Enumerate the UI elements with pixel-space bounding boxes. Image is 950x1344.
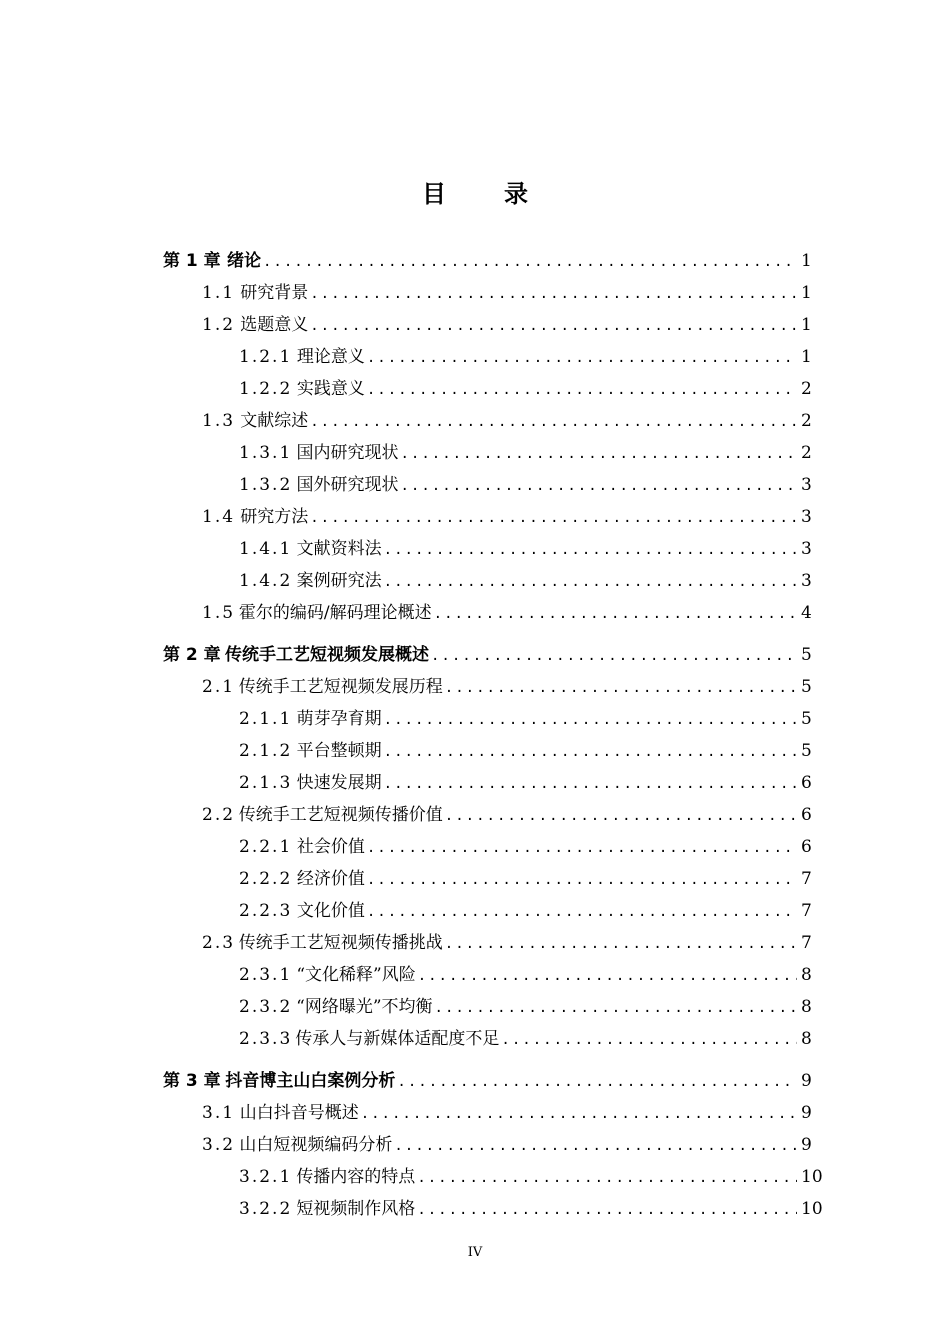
toc-entry-label: 选题意义 — [240, 315, 309, 335]
toc-entry[interactable] — [163, 703, 811, 735]
toc-dot-leader — [400, 470, 797, 502]
toc-dot-leader — [367, 374, 797, 406]
toc-dot-leader — [417, 1194, 797, 1226]
toc-entry[interactable] — [163, 799, 811, 831]
toc-entry-number: 2.1.1 — [239, 709, 293, 729]
toc-entry[interactable] — [163, 469, 811, 501]
toc-entry-number: 1.2.1 — [239, 347, 293, 367]
toc-dot-leader — [418, 960, 797, 992]
toc-entry[interactable] — [163, 1193, 823, 1225]
toc-entry-label: 山白短视频编码分析 — [239, 1135, 393, 1155]
toc-entry[interactable] — [163, 309, 811, 341]
toc-entry-label: “网络曝光”不均衡 — [296, 997, 433, 1017]
toc-entry-page: 9 — [801, 1135, 812, 1155]
toc-dot-leader — [310, 406, 797, 438]
toc-entry[interactable] — [163, 1023, 811, 1055]
toc-entry-page: 6 — [801, 837, 812, 857]
toc-entry-number: 1.2 — [202, 315, 236, 335]
toc-entry[interactable] — [163, 405, 811, 437]
toc-entry-label: 山白抖音号概述 — [239, 1103, 359, 1123]
toc-entry-label: 实践意义 — [296, 379, 365, 399]
toc-dot-leader — [501, 1024, 797, 1056]
toc-entry-label: 研究背景 — [240, 283, 309, 303]
toc-entry-number: 1.5 — [202, 603, 236, 623]
toc-entry-page: 3 — [801, 539, 812, 559]
toc-entry-page: 3 — [801, 475, 812, 495]
toc-dot-leader — [384, 768, 797, 800]
toc-entry-page: 10 — [801, 1199, 823, 1219]
toc-entry-number: 2.1.2 — [239, 741, 293, 761]
page-title-part-2: 录 — [504, 180, 528, 208]
toc-dot-leader — [367, 832, 797, 864]
toc-entry-number: 2.1 — [202, 677, 236, 697]
toc-entry-number: 3.2 — [202, 1135, 236, 1155]
toc-entry-page: 9 — [801, 1103, 812, 1123]
toc-entry[interactable] — [163, 831, 811, 863]
toc-entry-page: 2 — [801, 443, 812, 463]
toc-entry-label: 研究方法 — [240, 507, 309, 527]
toc-dot-leader — [435, 992, 797, 1024]
toc-entry[interactable] — [163, 1161, 823, 1193]
toc-entry-page: 5 — [801, 741, 812, 761]
toc-entry-number: 1.4 — [202, 507, 236, 527]
page-title-part-1: 目 — [422, 180, 446, 208]
toc-entry[interactable] — [163, 671, 811, 703]
toc-entry-number: 1.3 — [202, 411, 236, 431]
toc-dot-leader — [445, 672, 797, 704]
toc-entry[interactable] — [163, 533, 811, 565]
toc-entry[interactable] — [163, 863, 811, 895]
toc-entry-page: 6 — [801, 773, 812, 793]
toc-entry-number: 2.2.1 — [239, 837, 293, 857]
toc-entry-label: 霍尔的编码/解码理论概述 — [238, 603, 432, 623]
toc-entry-number: 2.2.2 — [239, 869, 293, 889]
toc-entry[interactable] — [163, 277, 811, 309]
toc-entry-number: 2.1.3 — [239, 773, 293, 793]
toc-entry-label: 经济价值 — [296, 869, 365, 889]
toc-entry-label: 社会价值 — [296, 837, 365, 857]
toc-entry[interactable] — [163, 927, 811, 959]
toc-entry-label: 案例研究法 — [296, 571, 382, 591]
toc-entry-number: 2.3 — [202, 933, 236, 953]
toc-entry[interactable] — [163, 245, 811, 277]
toc-dot-leader — [310, 502, 797, 534]
toc-entry-page: 1 — [801, 315, 812, 335]
toc-entry-number: 第 1 章 — [163, 251, 221, 271]
toc-entry-label: 平台整顿期 — [296, 741, 382, 761]
toc-entry-label: 传统手工艺短视频传播挑战 — [238, 933, 443, 953]
toc-dot-leader — [310, 278, 797, 310]
toc-entry-page: 1 — [801, 283, 812, 303]
toc-entry-page: 1 — [801, 251, 812, 271]
toc-entry-number: 3.2.1 — [239, 1167, 293, 1187]
toc-entry-label: 传统手工艺短视频传播价值 — [238, 805, 443, 825]
table-of-contents — [163, 245, 823, 1225]
toc-dot-leader — [417, 1162, 797, 1194]
toc-entry[interactable] — [163, 895, 811, 927]
toc-entry-number: 3.1 — [202, 1103, 236, 1123]
toc-dot-leader — [384, 736, 797, 768]
toc-dot-leader — [434, 598, 797, 630]
toc-dot-leader — [367, 896, 797, 928]
toc-entry[interactable] — [163, 341, 811, 373]
toc-entry[interactable] — [163, 373, 811, 405]
toc-entry-label: 传统手工艺短视频发展历程 — [238, 677, 443, 697]
toc-dot-leader — [384, 534, 797, 566]
toc-dot-leader — [445, 928, 797, 960]
toc-dot-leader — [384, 566, 797, 598]
toc-entry[interactable] — [163, 639, 811, 671]
toc-entry-page: 1 — [801, 347, 812, 367]
toc-entry-label: 理论意义 — [296, 347, 365, 367]
toc-entry[interactable] — [163, 437, 811, 469]
toc-entry-page: 10 — [801, 1167, 823, 1187]
toc-entry-number: 第 3 章 — [163, 1071, 221, 1091]
toc-entry-label: “文化稀释”风险 — [296, 965, 416, 985]
toc-entry[interactable] — [163, 735, 811, 767]
toc-entry-label: 文献综述 — [240, 411, 309, 431]
toc-entry-page: 8 — [801, 965, 812, 985]
toc-entry[interactable] — [163, 767, 811, 799]
toc-dot-leader — [397, 1066, 797, 1098]
toc-entry-label: 传承人与新媒体适配度不足 — [295, 1029, 500, 1049]
toc-entry[interactable] — [163, 565, 811, 597]
toc-entry-number: 第 2 章 — [163, 645, 221, 665]
toc-entry-label: 文献资料法 — [296, 539, 382, 559]
toc-entry-number: 1.4.1 — [239, 539, 293, 559]
toc-dot-leader — [400, 438, 797, 470]
toc-entry-page: 8 — [801, 1029, 812, 1049]
toc-entry-page: 8 — [801, 997, 812, 1017]
toc-entry-number: 1.1 — [202, 283, 236, 303]
toc-entry-page: 7 — [801, 933, 812, 953]
toc-entry-label: 抖音博主山白案例分析 — [225, 1071, 396, 1091]
toc-entry-label: 传统手工艺短视频发展概述 — [225, 645, 429, 665]
toc-dot-leader — [431, 640, 797, 672]
toc-entry-page: 2 — [801, 379, 812, 399]
toc-entry-page: 5 — [801, 677, 812, 697]
toc-entry-page: 3 — [801, 571, 812, 591]
toc-entry-number: 1.2.2 — [239, 379, 293, 399]
toc-entry-number: 1.4.2 — [239, 571, 293, 591]
toc-entry-number: 1.3.2 — [239, 475, 293, 495]
page-number: IV — [467, 1245, 483, 1260]
toc-entry-page: 5 — [801, 645, 812, 665]
toc-entry-page: 7 — [801, 901, 812, 921]
toc-dot-leader — [361, 1098, 797, 1130]
toc-dot-leader — [394, 1130, 797, 1162]
toc-entry-label: 短视频制作风格 — [296, 1199, 416, 1219]
toc-entry-page: 4 — [801, 603, 812, 623]
toc-entry-number: 2.3.3 — [239, 1029, 293, 1049]
toc-entry-label: 传播内容的特点 — [296, 1167, 416, 1187]
toc-entry-label: 国内研究现状 — [296, 443, 399, 463]
toc-entry[interactable] — [163, 501, 811, 533]
toc-entry-page: 6 — [801, 805, 812, 825]
toc-entry-number: 2.2 — [202, 805, 236, 825]
toc-entry[interactable] — [163, 1129, 811, 1161]
toc-dot-leader — [367, 864, 797, 896]
toc-entry-page: 3 — [801, 507, 812, 527]
toc-dot-leader — [310, 310, 797, 342]
toc-entry-label: 文化价值 — [296, 901, 365, 921]
toc-entry-label: 快速发展期 — [296, 773, 382, 793]
toc-entry[interactable] — [163, 1065, 811, 1097]
toc-entry-page: 5 — [801, 709, 812, 729]
toc-entry[interactable] — [163, 959, 811, 991]
toc-dot-leader — [367, 342, 797, 374]
toc-entry-page: 9 — [801, 1071, 812, 1091]
toc-dot-leader — [263, 246, 797, 278]
toc-entry-number: 2.3.1 — [239, 965, 293, 985]
toc-entry-number: 2.2.3 — [239, 901, 293, 921]
toc-entry-label: 绪论 — [227, 251, 261, 271]
toc-dot-leader — [384, 704, 797, 736]
page-title — [0, 178, 950, 210]
toc-entry-number: 1.3.1 — [239, 443, 293, 463]
toc-entry-label: 萌芽孕育期 — [296, 709, 382, 729]
toc-entry[interactable] — [163, 597, 811, 629]
toc-entry[interactable] — [163, 991, 811, 1023]
toc-entry-number: 3.2.2 — [239, 1199, 293, 1219]
toc-entry[interactable] — [163, 1097, 811, 1129]
toc-entry-label: 国外研究现状 — [296, 475, 399, 495]
toc-entry-page: 7 — [801, 869, 812, 889]
toc-entry-number: 2.3.2 — [239, 997, 293, 1017]
toc-entry-page: 2 — [801, 411, 812, 431]
toc-dot-leader — [445, 800, 797, 832]
